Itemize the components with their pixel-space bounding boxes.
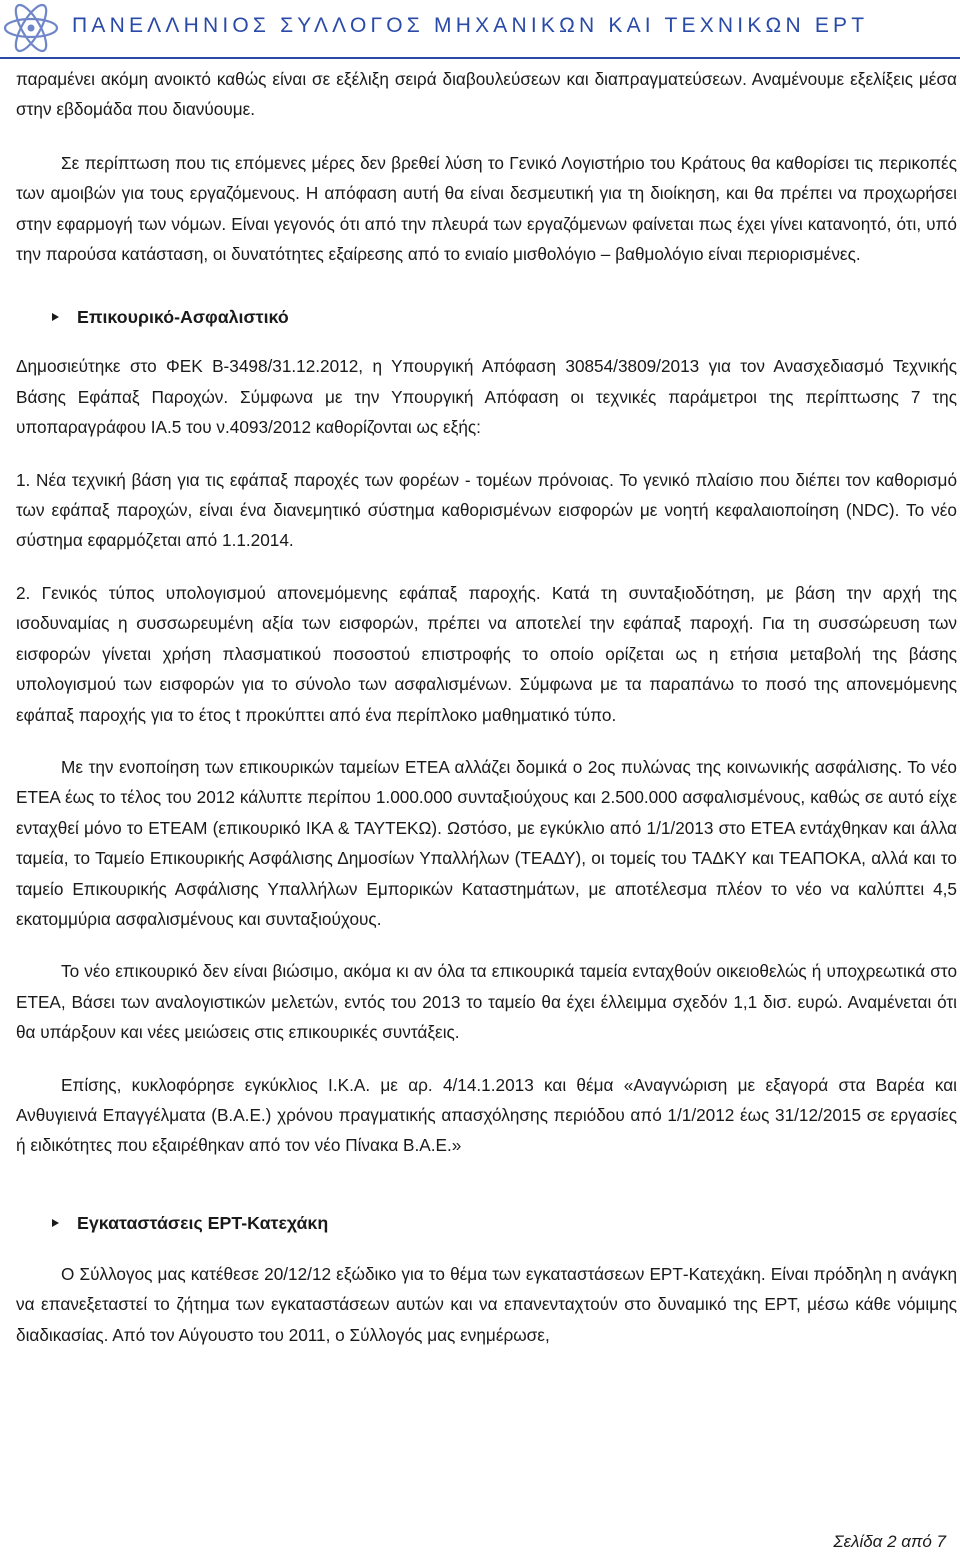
paragraph: Σε περίπτωση που τις επόμενες μέρες δεν βρεθεί λύση το Γενικό Λογιστήριο του Κράτους θα καθορίσει τις περικοπές των αμοιβών για τους εργαζόμενους. Η απόφαση αυτή θα είναι δεσμευτική για τη διοίκηση, και θα πρέπει να προχωρήσει στην εφαρμογή των νόμων. Είναι γεγονός ότι από την πλευρά των εργαζόμενων φαίνεται πως έχει γίνει κατανοητό, ότι, υπό την παρούσα κατάσταση, οι δυνατότητες εξαίρεσης από το ενιαίο μισθολόγιο – βαθμολόγιο είναι περιορισμένες. bbox=[16, 152, 957, 265]
paragraph: 2. Γενικός τύπος υπολογισμού απονεμόμενης εφάπαξ παροχής. Κατά τη συνταξιοδότηση, με βάση την αρχή της ισοδυναμίας η συσσωρευμένη αξία των εισφορών, πρέπει να αποτελεί την εφάπαξ παροχή. Για τη συσσώρευση των εισφορών γίνεται χρήση πλασματικού ποσοστού επιστροφής το οποίο ορίζεται ως η ετήσια μεταβολή της βάσης υπολογισμού των εισφορών για το σύνολο των ασφαλισμένων. Σύμφωνα με τα παραπάνω το ποσό της απονεμόμενης εφάπαξ παροχής για το έτος t προκύπτει από ένα περίπλοκο μαθηματικό τύπο. bbox=[16, 582, 957, 725]
document-body bbox=[16, 64, 957, 1350]
paragraph: παραμένει ακόμη ανοικτό καθώς είναι σε εξέλιξη σειρά διαβουλεύσεων και διαπραγματεύσεων. Αναμένουμε εξελίξεις μέσα στην εβδομάδα που διανύουμε. bbox=[16, 69, 957, 120]
section-heading-text: Εγκαταστάσεις ΕΡΤ-Κατεχάκη bbox=[77, 1212, 329, 1233]
atom-logo-icon bbox=[2, 2, 60, 54]
page-header bbox=[0, 0, 960, 60]
header-divider bbox=[0, 57, 960, 59]
page-number: Σελίδα 2 από 7 bbox=[833, 1532, 946, 1551]
paragraph: Με την ενοποίηση των επικουρικών ταμείων ΕΤΕΑ αλλάζει δομικά ο 2ος πυλώνας της κοινωνικής ασφάλισης. Το νέο ΕΤΕΑ έως το τέλος του 2012 κάλυπτε περίπου 1.000.000 συνταξιούχους και 2.500.000 ασφαλισμένους, καθώς σε αυτό είχε ενταχθεί μόνο το ΕΤΕΑΜ (επικουρικό ΙΚΑ & ΤΑΥΤΕΚΩ). Ωστόσο, με εγκύκλιο από 1/1/2013 στο ΕΤΕΑ εντάχθηκαν και άλλα ταμεία, το Ταμείο Επικουρικής Ασφάλισης Δημοσίων Υπαλλήλων (ΤΕΑΔΥ), οι τομείς του ΤΑΔΚΥ και ΤΕΑΠΟΚΑ, αλλά και το ταμείο Επικουρικής Ασφάλισης Υπαλλήλων Εμπορικών Καταστημάτων, με αποτέλεσμα πλέον το νέο να καλύπτει 4,5 εκατομμύρια ασφαλισμένους και συνταξιούχους. bbox=[16, 756, 957, 929]
paragraph: Επίσης, κυκλοφόρησε εγκύκλιος Ι.Κ.Α. με αρ. 4/14.1.2013 και θέμα «Αναγνώριση με εξαγορά στα Βαρέα και Ανθυγιεινά Επαγγέλματα (Β.Α.Ε.) χρόνου πραγματικής απασχόλησης περιόδου από 1/1/2012 έως 31/12/2015 σε εργασίες ή ειδικότητες που εξαιρέθηκαν από τον νέο Πίνακα Β.Α.Ε.» bbox=[16, 1074, 957, 1156]
section-heading bbox=[52, 1208, 957, 1238]
bullet-arrow-icon bbox=[52, 1219, 59, 1227]
paragraph: Το νέο επικουρικό δεν είναι βιώσιμο, ακόμα κι αν όλα τα επικουρικά ταμεία ενταχθούν οικειοθελώς ή υποχρεωτικά στο ΕΤΕΑ, Βάσει των αναλογιστικών μελετών, εντός του 2013 το ταμείο θα έχει έλλειμμα σχεδόν 1,1 δισ. ευρώ. Αναμένεται ότι θα υπάρξουν και νέες μειώσεις στις επικουρικές συντάξεις. bbox=[16, 961, 957, 1043]
paragraph: 1. Νέα τεχνική βάση για τις εφάπαξ παροχές των φορέων - τομέων πρόνοιας. Το γενικό πλαίσιο που διέπει τον καθορισμό των εφάπαξ παροχών, είναι ένα διανεμητικό σύστημα καθορισμένων εισφορών με νοητή κεφαλαιοποίηση (NDC). Το νέο σύστημα εφαρμόζεται από 1.1.2014. bbox=[16, 469, 957, 551]
section-heading-text: Επικουρικό-Ασφαλιστικό bbox=[77, 307, 289, 328]
paragraph: Δημοσιεύτηκε στο ΦΕΚ Β-3498/31.12.2012, η Υπουργική Απόφαση 30854/3809/2013 για τον Ανασχεδιασμό Τεχνικής Βάσης Εφάπαξ Παροχών. Σύμφωνα με την Υπουργική Απόφαση οι τεχνικές παράμετροι της περίπτωσης 7 της υποπαραγράφου ΙΑ.5 του ν.4093/2012 καθορίζονται ως εξής: bbox=[16, 356, 957, 438]
section-heading bbox=[52, 302, 957, 332]
bullet-arrow-icon bbox=[52, 313, 59, 321]
paragraph: Ο Σύλλογος μας κατέθεσε 20/12/12 εξώδικο για το θέμα των εγκαταστάσεων ΕΡΤ-Κατεχάκη. Είναι πρόδηλη η ανάγκη να επανεξεταστεί το ζήτημα των εγκαταστάσεων αυτών και να επανενταχτούν στο δυναμικό της ΕΡΤ, μέσω κάθε νόμιμης διαδικασίας. Από τον Αύγουστο του 2011, ο Σύλλογός μας ενημέρωσε, bbox=[16, 1263, 957, 1345]
organization-title: ΠΑΝΕΛΛΗΝΙΟΣ ΣΥΛΛΟΓΟΣ ΜΗΧΑΝΙΚΩΝ ΚΑΙ ΤΕΧΝΙΚΩΝ ΕΡΤ bbox=[72, 14, 869, 37]
